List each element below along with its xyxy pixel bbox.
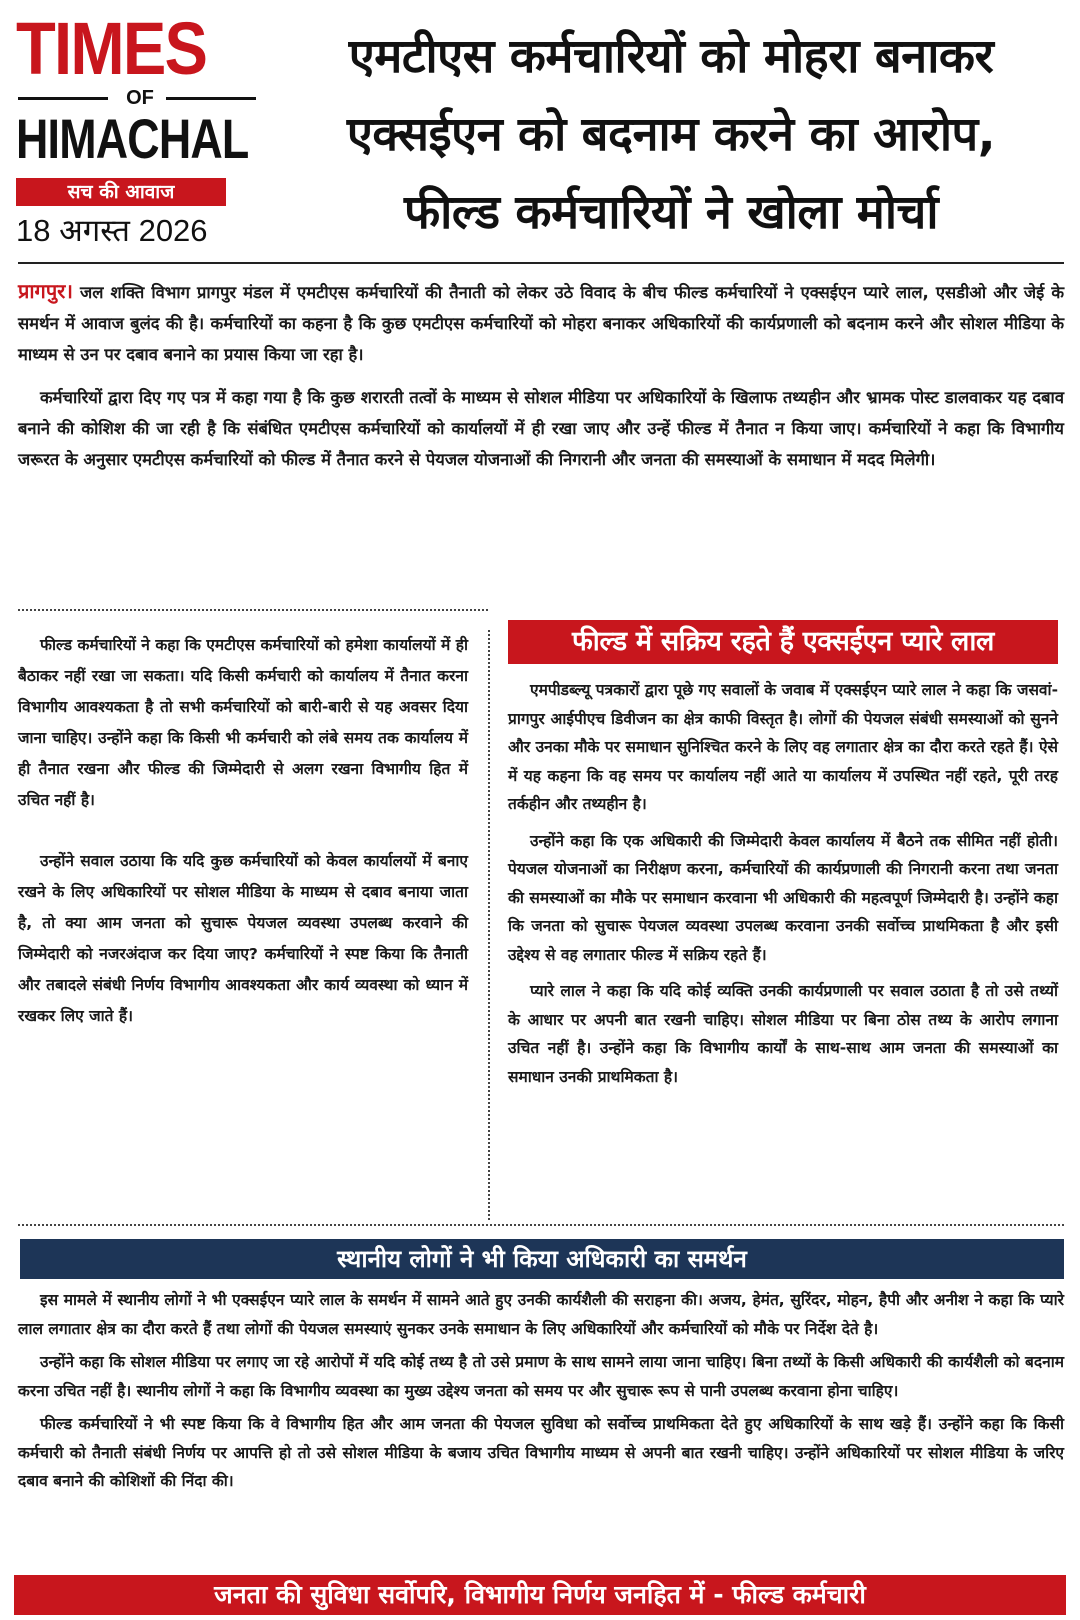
bottom-paragraph-1: इस मामले में स्थानीय लोगों ने भी एक्सईएन प्यारे लाल के समर्थन में सामने आते हुए उनकी कार्यशैली की सराहना की। अजय, हेमंत, सुरिंदर, मोहन, हैपी और अनीश ने कहा कि प्यारे लाल लगातार क्षेत्र का दौरा करते हैं तथा लोगों की पेयजल समस्याएं सुनकर उनके समाधान के लिए अधिकारियों और कर्मचारियों को मौके पर निर्देश देते है। (18, 1291, 1064, 1338)
masthead-tagline: सच की आवाज (16, 178, 226, 206)
right-paragraph-2: उन्होंने कहा कि एक अधिकारी की जिम्मेदारी केवल कार्यालय में बैठने तक सीमित नहीं होती। पेयजल योजनाओं का निरीक्षण करना, कर्मचारियों की कार्यप्रणाली की निगरानी करना तथा जनता की समस्याओं का मौके पर समाधान करवाना भी अधिकारी की महत्वपूर्ण जिम्मेदारी है। उन्होंने कहा कि जनता को सुचारू पेयजल व्यवस्था उपलब्ध करवाना उनकी सर्वोच्च प्राथमिकता है और इसी उद्देश्य से वह लगातार फील्ड में सक्रिय रहते हैं। (508, 831, 1058, 964)
masthead-rule-right (166, 97, 256, 100)
column-divider (488, 630, 490, 1220)
left-column (18, 630, 468, 1062)
headline-line-3: फील्ड कर्मचारियों ने खोला मोर्चा (403, 185, 939, 240)
masthead (16, 7, 266, 248)
footer-banner: जनता की सुविधा सर्वोपरि, विभागीय निर्णय जनहित में - फील्ड कर्मचारी (14, 1575, 1066, 1615)
masthead-himachal: HIMACHAL (16, 107, 249, 170)
lead-paragraph-1-text: जल शक्ति विभाग प्रागपुर मंडल में एमटीएस कर्मचारियों की तैनाती को लेकर उठे विवाद के बीच फील्ड कर्मचारियों ने एक्सईएन प्यारे लाल, एसडीओ और जेई के समर्थन में आवाज बुलंद की है। कर्मचारियों का कहना है कि कुछ एमटीएस कर्मचारियों को मोहरा बनाकर अधिकारियों की कार्यप्रणाली को बदनाम करने और सोशल मीडिया के माध्यम से उन पर दबाव बनाने का प्रयास किया जा रहा है। (18, 283, 1064, 364)
bottom-section (18, 1286, 1064, 1501)
dotted-divider-bottom (18, 1224, 1064, 1226)
lead-section (18, 276, 1064, 487)
right-subheading: फील्ड में सक्रिय रहते हैं एक्सईएन प्यारे लाल (508, 620, 1058, 664)
right-paragraph-3: प्यारे लाल ने कहा कि यदि कोई व्यक्ति उनकी कार्यप्रणाली पर सवाल उठाता है तो उसे तथ्यों के आधार पर अपनी बात रखनी चाहिए। सोशल मीडिया पर बिना ठोस तथ्य के आरोप लगाना उचित नहीं है। उन्होंने कहा कि विभागीय कार्यों के साथ-साथ आम जनता की समस्याओं का समाधान उनकी प्राथमिकता है। (508, 982, 1058, 1086)
right-column-body (508, 676, 1058, 1091)
header-rule (18, 262, 1064, 264)
masthead-rule-left (18, 97, 108, 100)
right-column (508, 620, 1058, 1099)
dateline: प्रागपुर। (18, 279, 73, 303)
local-support-subheading: स्थानीय लोगों ने भी किया अधिकारी का समर्थन (20, 1239, 1064, 1279)
bottom-paragraph-2: उन्होंने कहा कि सोशल मीडिया पर लगाए जा रहे आरोपों में यदि कोई तथ्य है तो उसे प्रमाण के साथ सामने लाया जाना चाहिए। बिना तथ्यों के किसी अधिकारी की कार्यशैली को बदनाम करना उचित नहीं है। स्थानीय लोगों ने कहा कि विभागीय व्यवस्था का मुख्य उद्देश्य जनता को समय पर और सुचारू रूप से पानी उपलब्ध करवाना होना चाहिए। (18, 1353, 1064, 1400)
lead-paragraph-2: कर्मचारियों द्वारा दिए गए पत्र में कहा गया है कि कुछ शरारती तत्वों के माध्यम से सोशल मीडिया पर अधिकारियों के खिलाफ तथ्यहीन और भ्रामक पोस्ट डालवाकर यह दबाव बनाने की कोशिश की जा रही है कि संबंधित एमटीएस कर्मचारियों को कार्यालयों में ही रखा जाए और उन्हें फील्ड में तैनात न किया जाए। कर्मचारियों ने कहा कि विभागीय जरूरत के अनुसार एमटीएस कर्मचारियों को फील्ड में तैनात करने से पेयजल योजनाओं की निगरानी और जनता की समस्याओं के समाधान में मदद मिलेगी। (18, 388, 1065, 469)
bottom-paragraph-3: फील्ड कर्मचारियों ने भी स्पष्ट किया कि वे विभागीय हित और आम जनता की पेयजल सुविधा को सर्वोच्च प्राथमिकता देते हुए अधिकारियों के साथ खड़े हैं। उन्होंने कहा कि किसी कर्मचारी को तैनाती संबंधी निर्णय पर आपत्ति हो तो उसे सोशल मीडिया के बजाय उचित विभागीय माध्यम से अपनी बात रखनी चाहिए। उन्होंने अधिकारियों पर सोशल मीडिया के जरिए दबाव बनाने की कोशिशों की निंदा की। (18, 1415, 1064, 1490)
left-paragraph-2: उन्होंने सवाल उठाया कि यदि कुछ कर्मचारियों को केवल कार्यालयों में बनाए रखने के लिए अधिकारियों पर सोशल मीडिया के माध्यम से दबाव बनाया जाता है, तो क्या आम जनता को सुचारू पेयजल व्यवस्था उपलब्ध करवाने की जिम्मेदारी को नजरअंदाज कर दिया जाए? कर्मचारियों ने स्पष्ट किया कि तैनाती और तबादले संबंधी निर्णय विभागीय आवश्यकता और कार्य व्यवस्था को ध्यान में रखकर लिए जाते हैं। (18, 852, 468, 1025)
masthead-of: OF (126, 87, 154, 109)
main-headline (276, 18, 1066, 252)
masthead-times: TIMES (16, 7, 207, 90)
lead-paragraph-1 (18, 276, 1064, 370)
dotted-divider-left (18, 609, 488, 611)
headline-line-1: एमटीएस कर्मचारियों को मोहरा बनाकर (348, 29, 994, 84)
left-paragraph-1: फील्ड कर्मचारियों ने कहा कि एमटीएस कर्मचारियों को हमेशा कार्यालयों में ही बैठाकर नहीं रखा जा सकता। यदि किसी कर्मचारी को कार्यालय में तैनात करना विभागीय आवश्यकता है तो सभी कर्मचारियों को बारी-बारी से यह अवसर दिया जाना चाहिए। उन्होंने कहा कि किसी भी कर्मचारी को लंबे समय तक कार्यालय में ही तैनात रखना और फील्ड की जिम्मेदारी से अलग रखना विभागीय हित में उचित नहीं है। (18, 636, 468, 809)
headline-line-2: एक्सईएन को बदनाम करने का आरोप, (346, 107, 996, 162)
right-paragraph-1: एमपीडब्ल्यू पत्रकारों द्वारा पूछे गए सवालों के जवाब में एक्सईएन प्यारे लाल ने कहा कि जसवां-प्रागपुर आईपीएच डिवीजन का क्षेत्र काफी विस्तृत है। लोगों की पेयजल संबंधी समस्याओं को सुनने और उनका मौके पर समाधान सुनिश्चित करने के लिए वह लगातार क्षेत्र का दौरा करते रहते हैं। ऐसे में यह कहना कि वह समय पर कार्यालय नहीं आते या कार्यालय में उपस्थित नहीं रहते, पूरी तरह तर्कहीन और तथ्यहीन है। (508, 681, 1058, 813)
publication-date: 18 अगस्त 2026 (16, 213, 208, 248)
